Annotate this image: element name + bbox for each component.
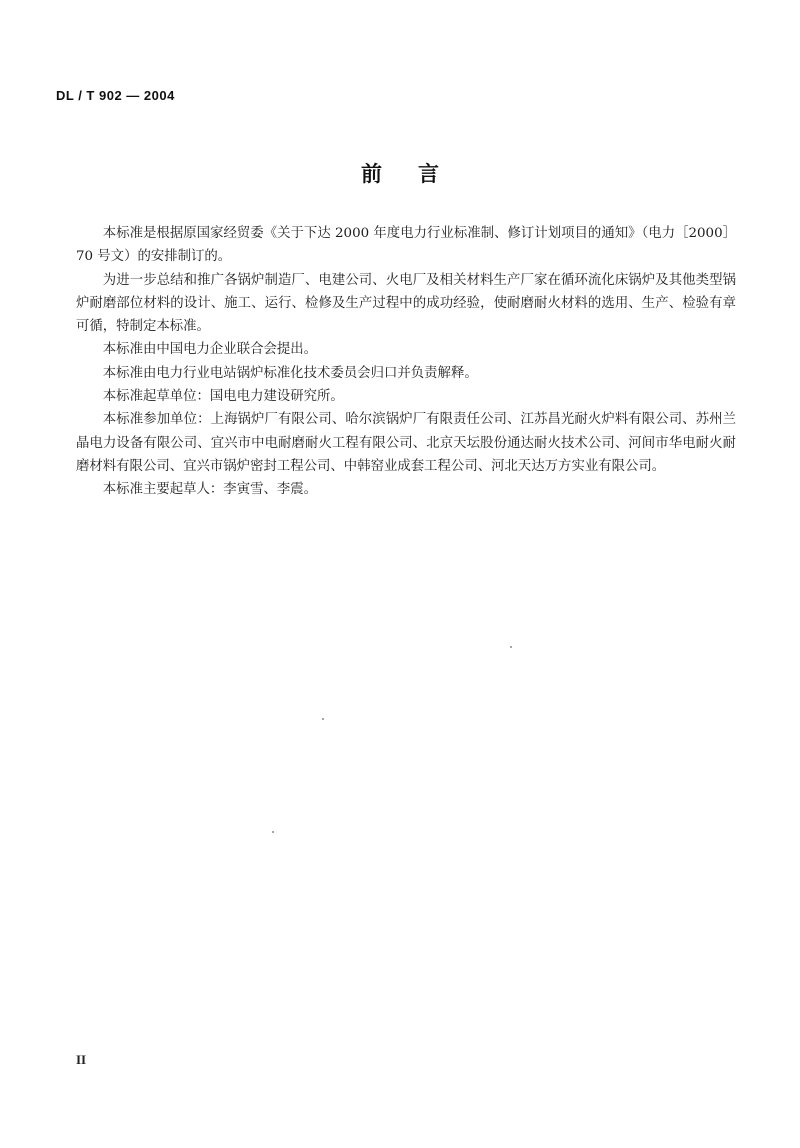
scan-speck <box>322 718 324 720</box>
paragraph-participating-units: 本标准参加单位：上海锅炉厂有限公司、哈尔滨锅炉厂有限责任公司、江苏昌光耐火炉料有限公司、苏州兰晶电力设备有限公司、宜兴市中电耐磨耐火工程有限公司、北京天坛股份通达耐火技术公司、河间市华电耐火耐磨材料有限公司、宜兴市锅炉密封工程公司、中韩窑业成套工程公司、河北天达万方实业有限公司。 <box>76 412 736 474</box>
paragraph-proposer: 本标准由中国电力企业联合会提出。 <box>102 342 318 358</box>
scan-speck <box>272 831 274 833</box>
paragraph-drafting-unit: 本标准起草单位：国电电力建设研究所。 <box>102 389 344 405</box>
page-title: 前言 <box>361 162 475 186</box>
paragraph-interpretation: 本标准由电力行业电站锅炉标准化技术委员会归口并负责解释。 <box>102 365 478 381</box>
standard-code: DL / T 902 — 2004 <box>56 88 175 103</box>
scan-speck <box>510 646 512 648</box>
preface-body <box>76 222 736 502</box>
paragraph-drafters: 本标准主要起草人：李寅雪、李震。 <box>102 482 318 498</box>
paragraph-purpose: 为进一步总结和推广各锅炉制造厂、电建公司、火电厂及相关材料生产厂家在循环流化床锅炉及其他类型锅炉耐磨部位材料的设计、施工、运行、检修及生产过程中的成功经验，使耐磨耐火材料的选用、生产、检验有章可循，特制定本标准。 <box>76 272 736 335</box>
paragraph-basis: 本标准是根据原国家经贸委《关于下达 2000 年度电力行业标准制、修订计划项目的通知》（电力［2000］70 号文）的安排制订的。 <box>76 226 736 265</box>
page-number: II <box>76 1052 87 1067</box>
